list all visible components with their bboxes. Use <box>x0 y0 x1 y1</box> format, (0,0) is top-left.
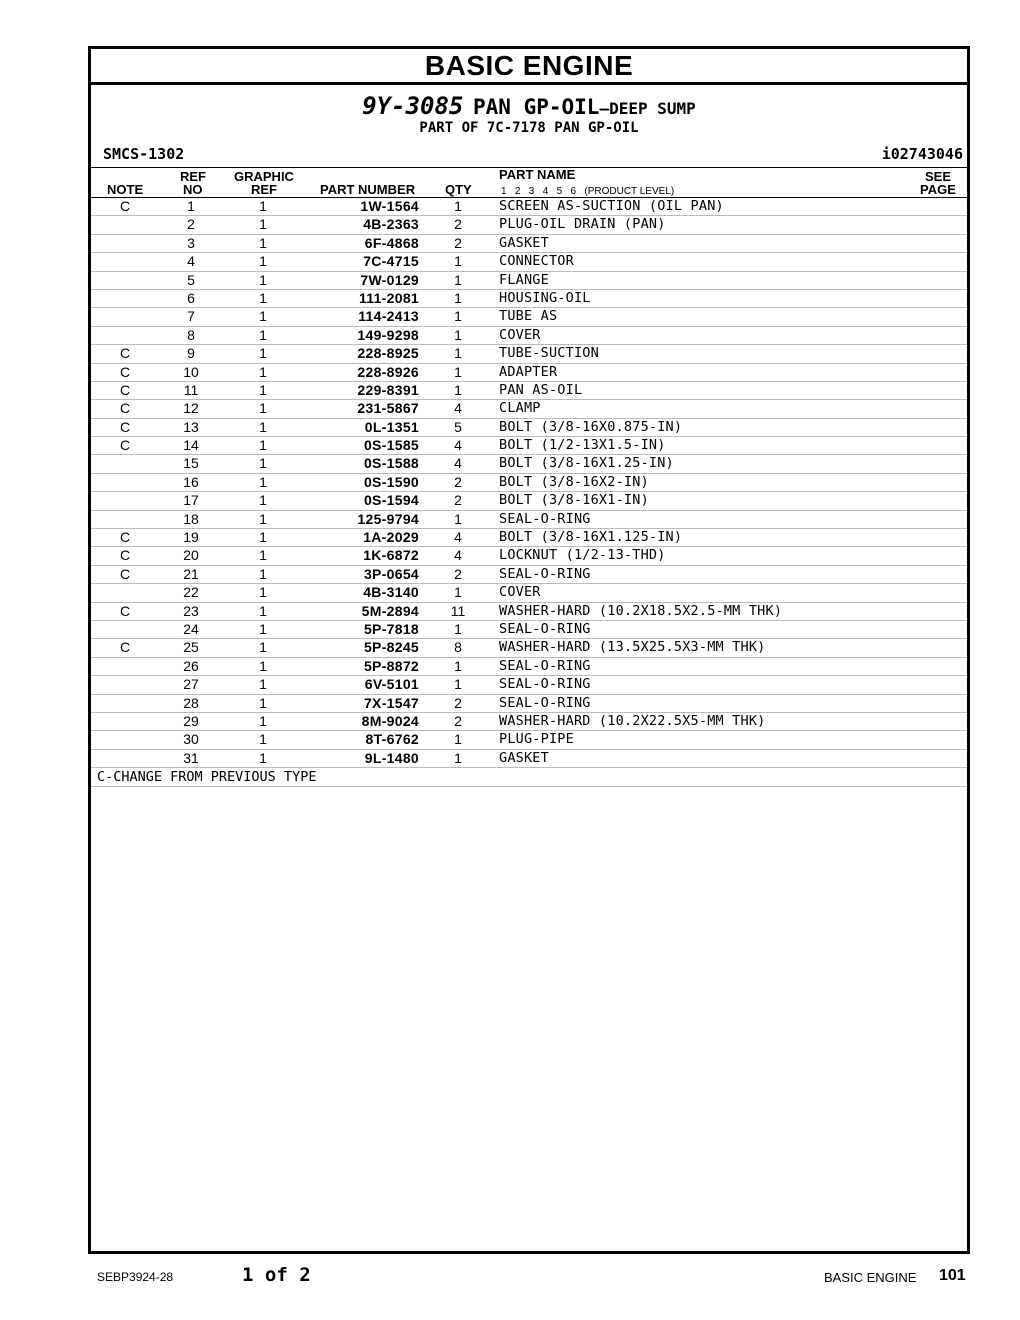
row-part-name: PAN AS-OIL <box>499 381 583 398</box>
row-ref-no: 26 <box>183 657 199 674</box>
row-graphic-ref: 1 <box>259 363 267 380</box>
row-graphic-ref: 1 <box>259 602 267 619</box>
page-footer <box>0 1264 1020 1288</box>
row-part-number: 0S-1585 <box>363 437 419 454</box>
table-row <box>91 547 967 565</box>
row-graphic-ref: 1 <box>259 565 267 582</box>
row-part-number: 0S-1588 <box>363 455 419 472</box>
row-qty: 2 <box>454 473 462 490</box>
table-row <box>91 639 967 657</box>
row-note: C <box>119 400 131 417</box>
row-part-name: PLUG-PIPE <box>499 731 574 748</box>
row-graphic-ref: 1 <box>259 326 267 343</box>
row-ref-no: 15 <box>183 455 199 472</box>
row-ref-no: 31 <box>183 749 199 766</box>
row-graphic-ref: 1 <box>259 676 267 693</box>
table-row <box>91 695 967 713</box>
row-note: C <box>119 437 131 454</box>
row-graphic-ref: 1 <box>259 584 267 601</box>
table-row <box>91 216 967 234</box>
row-part-name: LOCKNUT (1/2-13-THD) <box>499 547 666 564</box>
row-graphic-ref: 1 <box>259 492 267 509</box>
row-part-number: 231-5867 <box>357 400 419 417</box>
col-note: NOTE <box>107 182 144 197</box>
table-row <box>91 198 967 216</box>
row-qty: 1 <box>454 731 462 748</box>
row-ref-no: 24 <box>183 620 199 637</box>
part-of-line: PART OF 7C-7178 PAN GP-OIL <box>419 120 639 136</box>
row-qty: 1 <box>454 510 462 527</box>
illustration-id: i02743046 <box>881 145 963 163</box>
table-row <box>91 529 967 547</box>
row-qty: 1 <box>454 289 462 306</box>
row-graphic-ref: 1 <box>259 529 267 546</box>
table-row <box>91 511 967 529</box>
row-qty: 2 <box>454 492 462 509</box>
table-row <box>91 235 967 253</box>
row-qty: 1 <box>454 584 462 601</box>
row-graphic-ref: 1 <box>259 455 267 472</box>
row-part-number: 7C-4715 <box>363 253 419 270</box>
page-of-indicator: 1 of 2 <box>242 1264 311 1286</box>
smcs-code: SMCS-1302 <box>103 145 185 163</box>
row-note: C <box>119 547 131 564</box>
row-graphic-ref: 1 <box>259 620 267 637</box>
row-graphic-ref: 1 <box>259 712 267 729</box>
row-ref-no: 29 <box>183 712 199 729</box>
row-qty: 2 <box>454 234 462 251</box>
row-part-number: 149-9298 <box>357 326 419 343</box>
col-part-number: PART NUMBER <box>320 182 416 197</box>
row-part-number: 5P-7818 <box>363 620 419 637</box>
table-row <box>91 658 967 676</box>
row-part-name: PLUG-OIL DRAIN (PAN) <box>499 216 666 233</box>
row-graphic-ref: 1 <box>259 400 267 417</box>
row-ref-no: 11 <box>183 381 199 398</box>
row-part-name: CONNECTOR <box>499 253 574 270</box>
row-graphic-ref: 1 <box>259 234 267 251</box>
row-graphic-ref: 1 <box>259 547 267 564</box>
row-graphic-ref: 1 <box>259 418 267 435</box>
row-graphic-ref: 1 <box>259 216 267 233</box>
row-qty: 2 <box>454 694 462 711</box>
row-ref-no: 25 <box>183 639 199 656</box>
table-row <box>91 308 967 326</box>
row-part-name: SEAL-O-RING <box>499 676 591 693</box>
row-ref-no: 5 <box>187 271 195 288</box>
row-qty: 2 <box>454 712 462 729</box>
row-qty: 5 <box>454 418 462 435</box>
row-qty: 4 <box>454 529 462 546</box>
row-part-number: 0S-1590 <box>363 473 419 490</box>
row-part-name: SEAL-O-RING <box>499 620 591 637</box>
row-ref-no: 19 <box>183 529 199 546</box>
table-row <box>91 566 967 584</box>
col-part-name: PART NAME <box>499 167 576 182</box>
row-part-number: 5P-8872 <box>363 657 419 674</box>
row-part-number: 7X-1547 <box>363 694 419 711</box>
row-ref-no: 9 <box>187 345 195 362</box>
row-part-name: COVER <box>499 584 541 601</box>
row-part-number: 229-8391 <box>357 381 419 398</box>
row-ref-no: 1 <box>187 198 195 214</box>
table-row <box>91 584 967 602</box>
row-part-name: TUBE-SUCTION <box>499 345 599 362</box>
row-ref-no: 27 <box>183 676 199 693</box>
row-ref-no: 17 <box>183 492 199 509</box>
group-name: PAN GP-OIL <box>473 95 600 119</box>
row-ref-no: 23 <box>183 602 199 619</box>
row-part-number: 8T-6762 <box>365 731 419 748</box>
row-graphic-ref: 1 <box>259 473 267 490</box>
table-row <box>91 455 967 473</box>
row-note: C <box>119 565 131 582</box>
row-qty: 1 <box>454 381 462 398</box>
change-footnote: C-CHANGE FROM PREVIOUS TYPE <box>91 768 967 787</box>
col-graphic-top: GRAPHIC <box>234 169 294 184</box>
row-ref-no: 28 <box>183 694 199 711</box>
row-ref-no: 14 <box>183 437 199 454</box>
table-row <box>91 327 967 345</box>
row-ref-no: 2 <box>187 216 195 233</box>
row-part-name: COVER <box>499 326 541 343</box>
col-ref-bottom: NO <box>183 182 203 197</box>
row-qty: 1 <box>454 657 462 674</box>
row-note: C <box>119 363 131 380</box>
row-ref-no: 21 <box>183 565 199 582</box>
col-qty: QTY <box>445 182 472 197</box>
row-note: C <box>119 639 131 656</box>
table-row <box>91 492 967 510</box>
row-part-name: BOLT (3/8-16X2-IN) <box>499 473 649 490</box>
row-graphic-ref: 1 <box>259 657 267 674</box>
row-qty: 1 <box>454 253 462 270</box>
col-see-bottom: PAGE <box>920 182 956 197</box>
row-qty: 2 <box>454 216 462 233</box>
row-part-name: BOLT (3/8-16X1-IN) <box>499 492 649 509</box>
row-qty: 1 <box>454 749 462 766</box>
row-part-number: 228-8925 <box>357 345 419 362</box>
table-row <box>91 603 967 621</box>
row-part-name: BOLT (1/2-13X1.5-IN) <box>499 437 666 454</box>
row-qty: 1 <box>454 676 462 693</box>
row-graphic-ref: 1 <box>259 749 267 766</box>
row-graphic-ref: 1 <box>259 731 267 748</box>
row-part-number: 3P-0654 <box>363 565 419 582</box>
row-ref-no: 13 <box>183 418 199 435</box>
row-part-name: ADAPTER <box>499 363 558 380</box>
row-graphic-ref: 1 <box>259 271 267 288</box>
row-ref-no: 3 <box>187 234 195 251</box>
row-part-name: SEAL-O-RING <box>499 694 591 711</box>
row-graphic-ref: 1 <box>259 308 267 325</box>
col-see-top: SEE <box>925 169 952 184</box>
row-graphic-ref: 1 <box>259 253 267 270</box>
row-ref-no: 8 <box>187 326 195 343</box>
row-ref-no: 7 <box>187 308 195 325</box>
col-graphic-bottom: REF <box>251 182 277 197</box>
row-graphic-ref: 1 <box>259 289 267 306</box>
table-row <box>91 750 967 768</box>
row-part-name: SEAL-O-RING <box>499 565 591 582</box>
row-part-name: BOLT (3/8-16X1.25-IN) <box>499 455 674 472</box>
row-part-name: GASKET <box>499 234 549 251</box>
row-ref-no: 16 <box>183 473 199 490</box>
row-ref-no: 12 <box>183 400 199 417</box>
row-ref-no: 20 <box>183 547 199 564</box>
row-graphic-ref: 1 <box>259 381 267 398</box>
row-part-number: 1A-2029 <box>363 529 419 546</box>
id-row <box>91 143 967 167</box>
row-graphic-ref: 1 <box>259 639 267 656</box>
row-ref-no: 10 <box>183 363 199 380</box>
row-part-number: 1K-6872 <box>363 547 419 564</box>
row-part-number: 1W-1564 <box>360 198 419 214</box>
row-qty: 1 <box>454 308 462 325</box>
row-part-name: CLAMP <box>499 400 541 417</box>
table-header <box>91 167 967 198</box>
row-qty: 1 <box>454 345 462 362</box>
row-qty: 1 <box>454 363 462 380</box>
row-ref-no: 22 <box>183 584 199 601</box>
section-title: BASIC ENGINE <box>91 49 967 85</box>
row-note: C <box>119 418 131 435</box>
row-part-number: 6V-5101 <box>364 676 419 693</box>
row-part-number: 125-9794 <box>357 510 419 527</box>
row-part-name: SEAL-O-RING <box>499 657 591 674</box>
row-part-number: 5P-8245 <box>363 639 419 656</box>
row-ref-no: 18 <box>183 510 199 527</box>
row-part-number: 4B-2363 <box>363 216 419 233</box>
row-graphic-ref: 1 <box>259 198 267 214</box>
table-row <box>91 272 967 290</box>
table-row <box>91 621 967 639</box>
parts-table-body <box>91 198 967 768</box>
row-part-number: 4B-3140 <box>363 584 419 601</box>
group-title <box>91 93 967 119</box>
table-row <box>91 437 967 455</box>
table-row <box>91 731 967 749</box>
table-row <box>91 364 967 382</box>
row-qty: 4 <box>454 400 462 417</box>
table-row <box>91 419 967 437</box>
row-graphic-ref: 1 <box>259 437 267 454</box>
row-part-name: TUBE AS <box>499 308 558 325</box>
row-part-name: BOLT (3/8-16X1.125-IN) <box>499 529 683 546</box>
table-row <box>91 382 967 400</box>
row-part-name: GASKET <box>499 749 549 766</box>
page-number: 101 <box>939 1267 966 1284</box>
row-qty: 1 <box>454 271 462 288</box>
row-note: C <box>119 345 131 362</box>
row-part-name: BOLT (3/8-16X0.875-IN) <box>499 418 683 435</box>
row-graphic-ref: 1 <box>259 510 267 527</box>
row-note: C <box>119 529 131 546</box>
row-part-number: 7W-0129 <box>360 271 419 288</box>
row-part-name: SCREEN AS-SUCTION (OIL PAN) <box>499 198 724 214</box>
row-ref-no: 6 <box>187 289 195 306</box>
table-row <box>91 345 967 363</box>
row-part-name: WASHER-HARD (13.5X25.5X3-MM THK) <box>499 639 766 656</box>
row-part-number: 228-8926 <box>357 363 419 380</box>
footer-section: BASIC ENGINE <box>824 1270 917 1285</box>
row-note: C <box>119 602 131 619</box>
row-qty: 2 <box>454 565 462 582</box>
row-qty: 1 <box>454 326 462 343</box>
row-part-number: 9L-1480 <box>364 749 419 766</box>
table-row <box>91 253 967 271</box>
row-part-number: 8M-9024 <box>361 712 419 729</box>
col-product-level: 1 2 3 4 5 6 (PRODUCT LEVEL) <box>501 186 675 197</box>
row-part-name: FLANGE <box>499 271 549 288</box>
table-row <box>91 676 967 694</box>
row-ref-no: 4 <box>187 253 195 270</box>
row-graphic-ref: 1 <box>259 345 267 362</box>
row-qty: 8 <box>454 639 462 656</box>
parts-page-frame <box>88 46 970 1254</box>
row-note: C <box>119 381 131 398</box>
col-ref-top: REF <box>180 169 206 184</box>
row-part-number: 0S-1594 <box>363 492 419 509</box>
group-part-number: 9Y-3085 <box>362 92 464 120</box>
row-qty: 4 <box>454 547 462 564</box>
row-qty: 1 <box>454 198 462 214</box>
row-part-number: 6F-4868 <box>364 234 419 251</box>
group-suffix: —DEEP SUMP <box>599 99 696 118</box>
table-row <box>91 713 967 731</box>
row-part-name: WASHER-HARD (10.2X18.5X2.5-MM THK) <box>499 602 783 619</box>
table-row <box>91 400 967 418</box>
row-part-number: 114-2413 <box>358 308 419 325</box>
row-part-number: 0L-1351 <box>364 418 419 435</box>
table-row <box>91 474 967 492</box>
row-ref-no: 30 <box>183 731 199 748</box>
row-part-number: 111-2081 <box>358 289 419 306</box>
table-row <box>91 290 967 308</box>
row-graphic-ref: 1 <box>259 694 267 711</box>
row-qty: 11 <box>450 602 466 619</box>
row-part-name: WASHER-HARD (10.2X22.5X5-MM THK) <box>499 712 766 729</box>
row-qty: 4 <box>454 455 462 472</box>
row-note: C <box>119 198 131 214</box>
row-part-name: SEAL-O-RING <box>499 510 591 527</box>
row-qty: 1 <box>454 620 462 637</box>
row-part-name: HOUSING-OIL <box>499 289 591 306</box>
row-qty: 4 <box>454 437 462 454</box>
row-part-number: 5M-2894 <box>361 602 419 619</box>
document-number: SEBP3924-28 <box>97 1270 174 1284</box>
